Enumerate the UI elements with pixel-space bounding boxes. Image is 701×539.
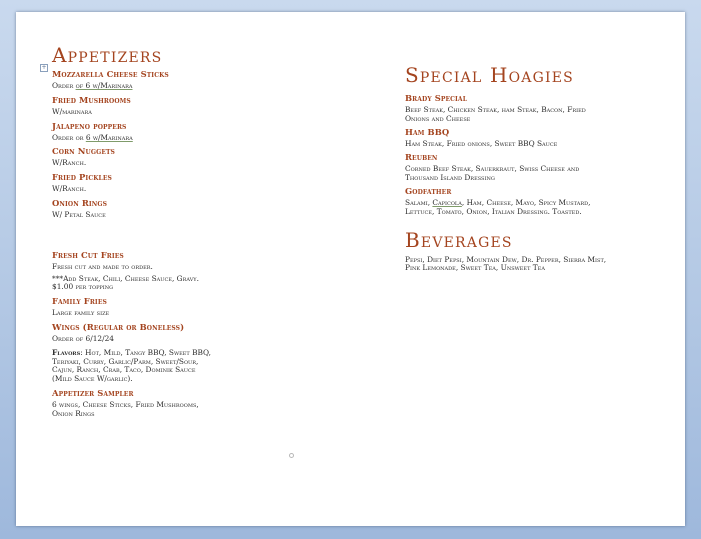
menu-item [52, 69, 212, 91]
menu-item [52, 172, 212, 194]
left-column [52, 44, 212, 419]
menu-item [405, 127, 610, 149]
item-name: Fried Mushrooms [52, 94, 131, 105]
menu-item [52, 198, 212, 220]
item-name: Brady Special [405, 93, 468, 103]
beverages-description: Pepsi, Diet Pepsi, Mountain Dew, Dr. Pepper, Sierra Mist, Pink Lemonade, Sweet Tea, Unsweet Tea [405, 254, 607, 273]
menu-item [405, 93, 610, 124]
item-name: Ham BBQ [405, 126, 450, 137]
menu-item [52, 121, 212, 143]
appetizers-heading: Appetizers [52, 43, 163, 67]
item-name: Reuben [405, 152, 438, 163]
menu-item [52, 146, 212, 168]
menu-item [405, 152, 610, 183]
item-description: Order of 6/12/24 [52, 333, 115, 343]
item-name: Fried Pickles [52, 172, 112, 183]
item-description: W/Ranch. [52, 184, 87, 194]
item-name: Appetizer Sampler [52, 387, 134, 398]
beverages-heading: Beverages [405, 227, 513, 252]
item-description: Fresh cut and made to order. [52, 261, 153, 271]
item-description: Order or 6 w/Marinara [52, 132, 133, 142]
item-description: Flavors: Hot, Mild, Tangy BBQ, Sweet BBQ, Teriyaki, Curry, Garlic/Parm, Sweet/Sour, Cajun, Ranch, Crab, Taco, Dominik Sauce (Mild Sauce W/garlic). [52, 347, 212, 384]
item-name: Family Fries [52, 296, 107, 307]
item-name: Jalapeno poppers [52, 120, 127, 131]
menu-item [52, 388, 212, 419]
menu-item [52, 250, 212, 292]
item-description: Beef Steak, Chicken Steak, ham Steak, Bacon, Fried Onions and Cheese [405, 105, 586, 123]
item-name: Fresh Cut Fries [52, 249, 124, 260]
menu-item [52, 322, 212, 384]
menu-item [52, 95, 212, 117]
item-name: Corn Nuggets [52, 146, 115, 157]
item-description: 6 wings, Cheese Sticks, Fried Mushrooms, Onion Rings [52, 399, 199, 418]
item-description: W/Ranch. [52, 158, 87, 168]
item-description: Corned Beef Steak, Sauerkraut, Swiss Cheese and Thousand Island Dressing [405, 164, 580, 183]
item-name: Godfather [405, 185, 452, 196]
item-description: Ham Steak, Fried onions, Sweet BBQ Sauce [405, 138, 558, 148]
table-move-handle-icon[interactable]: + [41, 64, 47, 71]
item-description: ***Add Steak, Chili, Cheese Sauce, Gravy. $1.00 per topping [52, 273, 199, 292]
menu-item [405, 186, 610, 217]
item-name: Onion Rings [52, 197, 108, 208]
item-description: W/marinara [52, 106, 92, 116]
document-page[interactable] [16, 12, 685, 526]
item-description: W/ Petal Sauce [52, 209, 106, 219]
item-name: Mozzarella Cheese Sticks [52, 69, 169, 79]
item-name: Wings (Regular or Boneless) [52, 321, 185, 332]
menu-item [52, 296, 212, 318]
paragraph-mark-icon [289, 453, 294, 458]
right-column [405, 64, 610, 273]
item-description: Salami, Capicola, Ham, Cheese, Mayo, Spicy Mustard, Lettuce, Tomato, Onion, Italian Dressing. Toasted. [405, 197, 591, 216]
special-hoagies-heading: Special Hoagies [405, 63, 574, 87]
item-description: Order of 6 w/Marinara [52, 81, 133, 90]
item-description: Large family size [52, 308, 110, 318]
